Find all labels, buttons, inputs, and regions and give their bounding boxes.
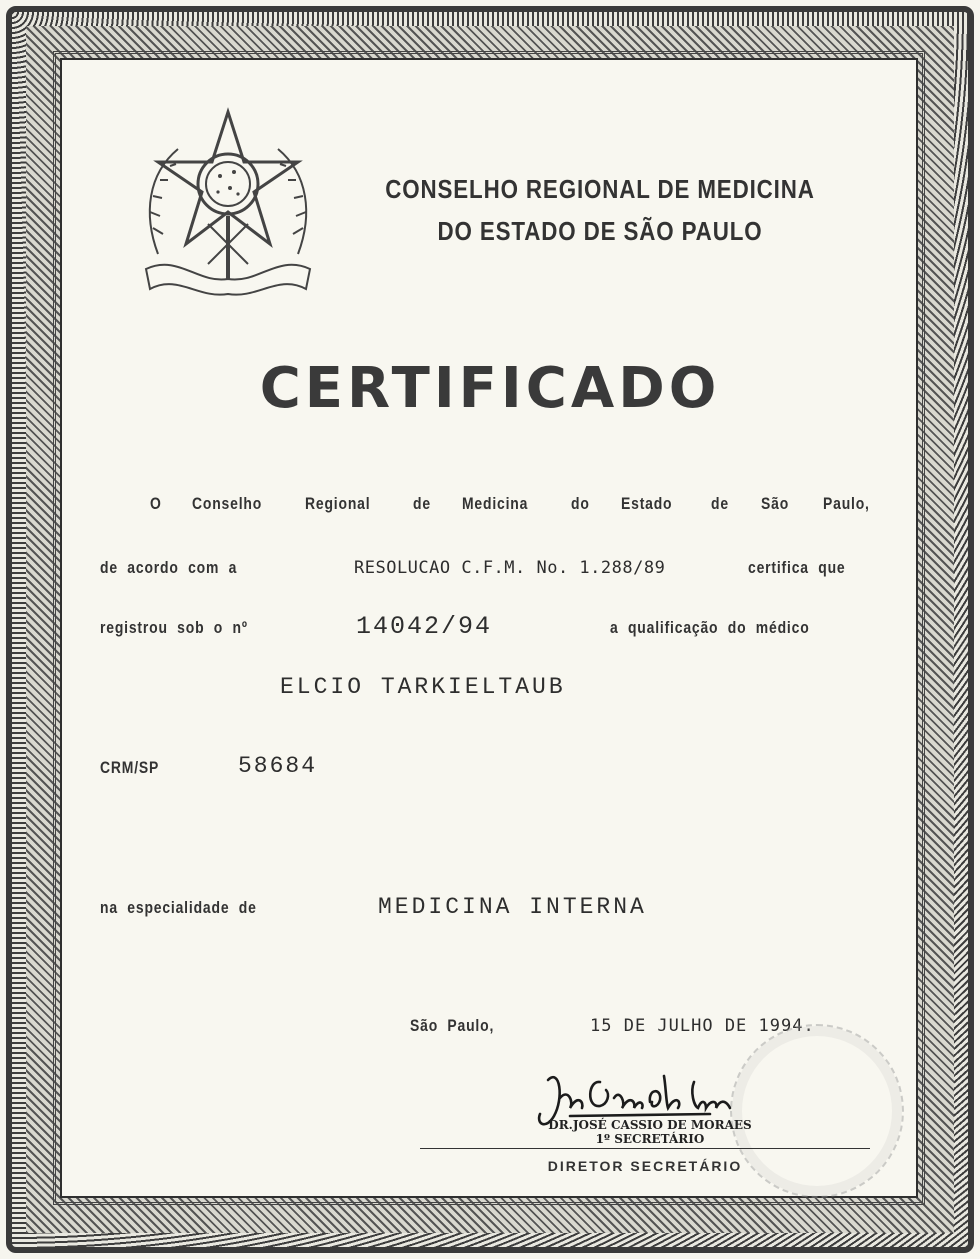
body-word: do bbox=[570, 494, 590, 513]
body-word: Conselho bbox=[191, 494, 263, 513]
council-heading-line2: DO ESTADO DE SÃO PAULO bbox=[437, 216, 763, 246]
signatory-role: DIRETOR SECRETÁRIO bbox=[547, 1158, 743, 1174]
signature-line bbox=[420, 1148, 870, 1149]
date-place: São Paulo, bbox=[410, 1016, 495, 1035]
body-word: Regional bbox=[305, 494, 371, 513]
specialty-value: MEDICINA INTERNA bbox=[378, 894, 647, 920]
body-line-3-suffix: a qualificação do médico bbox=[610, 618, 810, 637]
signatory-name: DR.JOSÉ CASSIO DE MORAES bbox=[548, 1118, 752, 1132]
certificate-title: CERTIFICADO bbox=[259, 356, 721, 421]
body-line-1 bbox=[100, 494, 880, 514]
body-word: Medicina bbox=[462, 494, 529, 513]
crm-number: 58684 bbox=[238, 753, 318, 779]
registration-number: 14042/94 bbox=[356, 612, 493, 641]
crm-label: CRM/SP bbox=[100, 758, 160, 777]
doctor-name: ELCIO TARKIELTAUB bbox=[280, 674, 566, 700]
coat-of-arms-icon bbox=[138, 104, 318, 304]
body-word: São bbox=[761, 494, 790, 513]
body-line-2-suffix: certifica que bbox=[748, 558, 846, 577]
specialty-label: na especialidade de bbox=[100, 898, 257, 917]
body-word: Estado bbox=[621, 494, 673, 513]
resolution-reference: RESOLUCAO C.F.M. No. 1.288/89 bbox=[354, 558, 666, 578]
signatory bbox=[540, 1118, 760, 1146]
council-heading bbox=[376, 168, 823, 252]
body-word: de bbox=[711, 494, 730, 513]
body-word: de bbox=[412, 494, 431, 513]
body-line-3-prefix: registrou sob o nº bbox=[100, 618, 248, 637]
signatory-title: 1º SECRETÁRIO bbox=[595, 1132, 705, 1146]
body-word: O bbox=[150, 494, 162, 513]
body-line-2-prefix: de acordo com a bbox=[100, 558, 238, 577]
date-value: 15 DE JULHO DE 1994. bbox=[590, 1016, 815, 1036]
body-word: Paulo, bbox=[822, 494, 870, 513]
council-heading-line1: CONSELHO REGIONAL DE MEDICINA bbox=[385, 174, 815, 204]
